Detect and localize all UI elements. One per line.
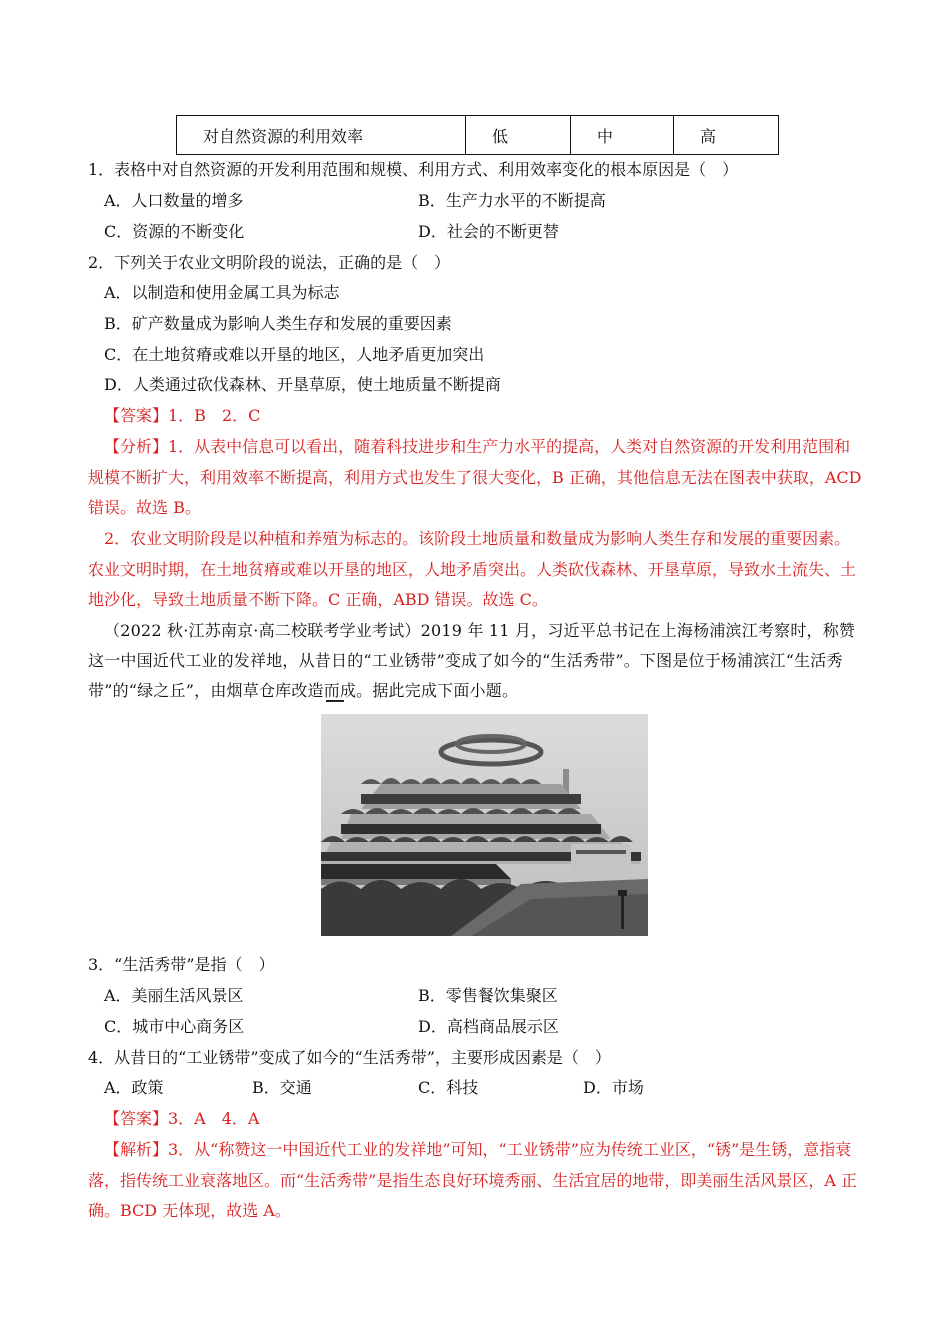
- q3-option-d: D．高档商品展示区: [418, 1017, 559, 1036]
- q2-option-c: C．在土地贫瘠或难以开垦的地区，人地矛盾更加突出: [104, 345, 485, 364]
- q4-option-c: C．科技: [418, 1078, 479, 1097]
- q2-option-b: B．矿产数量成为影响人类生存和发展的重要因素: [104, 314, 452, 333]
- scan-mark: [326, 700, 344, 704]
- q1-option-d: D．社会的不断更替: [418, 222, 559, 241]
- resource-efficiency-table: [176, 115, 779, 155]
- q2-option-d: D．人类通过砍伐森林、开垦草原，使土地质量不断提商: [104, 375, 501, 394]
- q4-option-b: B．交通: [252, 1078, 312, 1097]
- table-cell-mid: 中: [571, 116, 674, 155]
- q3-option-b: B．零售餐饮集聚区: [418, 986, 558, 1005]
- q1-option-c: C．资源的不断变化: [104, 222, 245, 241]
- table-cell-low: 低: [466, 116, 571, 155]
- analysis-1: 【分析】1．从表中信息可以看出，随着科技进步和生产力水平的提高，人类对自然资源的开发利用范围和规模不断扩大，利用效率不断提高，利用方式也发生了很大变化，B 正确，其他信息无法在图表中获取，ACD 错误。故选 B。: [88, 437, 862, 517]
- q2-option-a: A．以制造和使用金属工具为标志: [104, 283, 340, 302]
- q3-stem: 3．“生活秀带”是指（ ）: [88, 955, 275, 974]
- table-cell-high: 高: [674, 116, 779, 155]
- analysis-2: 2．农业文明阶段是以种植和养殖为标志的。该阶段土地质量和数量成为影响人类生存和发展的重要因素。农业文明时期，在土地贫瘠或难以开垦的地区，人地矛盾突出。人类砍伐森林、开垦草原，导致水土流失、土地沙化，导致土地质量不断下降。C 正确，ABD 错误。故选 C。: [88, 529, 857, 609]
- q4-option-d: D．市场: [583, 1078, 644, 1097]
- q2-stem: 2．下列关于农业文明阶段的说法，正确的是（ ）: [88, 253, 451, 272]
- table-row-label: 对自然资源的利用效率: [177, 116, 466, 155]
- answer-1-2: 【答案】1．B 2．C: [104, 406, 261, 425]
- q4-option-a: A．政策: [104, 1078, 164, 1097]
- answer-3-4: 【答案】3．A 4．A: [104, 1109, 260, 1128]
- building-illustration: [321, 714, 648, 936]
- q3-option-a: A．美丽生活风景区: [104, 986, 244, 1005]
- q1-option-a: A．人口数量的增多: [104, 191, 244, 210]
- analysis-3: 【解析】3．从“称赞这一中国近代工业的发祥地”可知，“工业锈带”应为传统工业区，“锈”是生锈，意指衰落，指传统工业衰落地区。而“生活秀带”是指生态良好环境秀丽、生活宜居的地带，即美丽生活风景区，A 正确。BCD 无体现，故选 A。: [88, 1140, 858, 1220]
- table-row: [177, 116, 779, 155]
- q3-option-c: C．城市中心商务区: [104, 1017, 245, 1036]
- q1-stem: 1．表格中对自然资源的开发利用范围和规模、利用方式、利用效率变化的根本原因是（ ）: [88, 160, 739, 179]
- q1-option-b: B．生产力水平的不断提高: [418, 191, 606, 210]
- green-hill-photo: [321, 714, 648, 936]
- q4-stem: 4．从昔日的“工业锈带”变成了如今的“生活秀带”，主要形成因素是（ ）: [88, 1048, 611, 1067]
- passage-intro: （2022 秋·江苏南京·高二校联考学业考试）2019 年 11 月，习近平总书记在上海杨浦滨江考察时，称赞这一中国近代工业的发祥地，从昔日的“工业锈带”变成了如今的“生活秀带”。下图是位于杨浦滨江“生活秀带”的“绿之丘”，由烟草仓库改造而成。据此完成下面小题。: [88, 621, 856, 700]
